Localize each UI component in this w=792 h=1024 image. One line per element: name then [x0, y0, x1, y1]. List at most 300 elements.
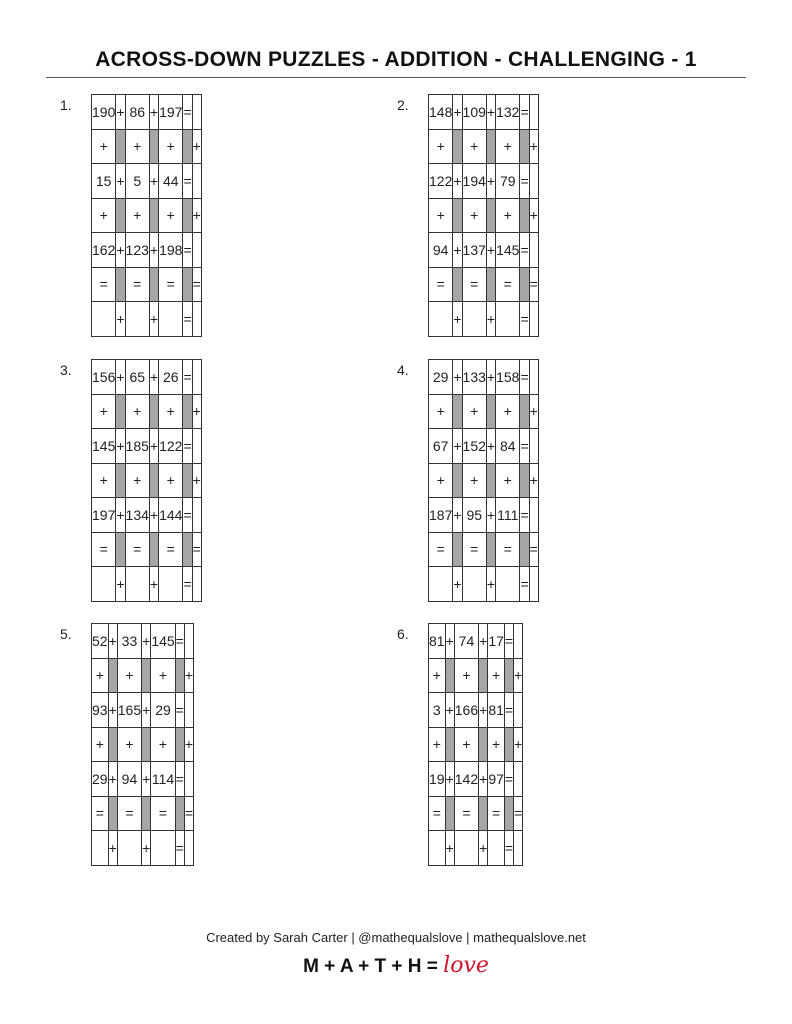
answer-cell[interactable]: [192, 360, 201, 395]
number-cell: 19: [429, 762, 446, 797]
shaded-cell: [453, 532, 462, 567]
equals-sign-cell: =: [183, 233, 192, 268]
plus-sign-cell: +: [453, 302, 462, 337]
equals-sign-cell: =: [183, 429, 192, 464]
equals-sign-cell: =: [159, 267, 183, 302]
answer-cell[interactable]: [117, 831, 141, 866]
equals-sign-cell: =: [529, 532, 538, 567]
grid-row: [92, 762, 194, 797]
number-cell: 122: [429, 164, 453, 199]
equals-sign-cell: =: [184, 796, 193, 831]
equals-sign-cell: =: [504, 693, 513, 728]
grid-row: [429, 624, 523, 659]
shaded-cell: [479, 658, 488, 693]
shaded-cell: [116, 198, 125, 233]
number-cell: 33: [117, 624, 141, 659]
shaded-cell: [486, 198, 495, 233]
number-cell: 109: [462, 95, 486, 130]
grid-row: [429, 95, 539, 130]
plus-sign-cell: +: [117, 658, 141, 693]
logo-love-word: love: [443, 953, 489, 978]
equals-sign-cell: =: [159, 532, 183, 567]
shaded-cell: [520, 198, 529, 233]
equals-sign-cell: =: [520, 360, 529, 395]
equals-sign-cell: =: [520, 429, 529, 464]
plus-sign-cell: +: [454, 658, 478, 693]
grid-row: [429, 429, 539, 464]
number-cell: 198: [159, 233, 183, 268]
shaded-cell: [479, 727, 488, 762]
shaded-cell: [453, 129, 462, 164]
shaded-cell: [183, 267, 192, 302]
grid-row: [92, 796, 194, 831]
number-cell: 94: [429, 233, 453, 268]
grid-row: [92, 129, 202, 164]
answer-cell[interactable]: [529, 567, 538, 602]
number-cell: 145: [496, 233, 520, 268]
plus-sign-cell: +: [142, 693, 151, 728]
equals-sign-cell: =: [504, 831, 513, 866]
answer-cell[interactable]: [192, 498, 201, 533]
number-cell: 158: [496, 360, 520, 395]
number-cell: 15: [92, 164, 116, 199]
answer-cell[interactable]: [192, 164, 201, 199]
grid-row: [92, 567, 202, 602]
grid-row: [92, 360, 202, 395]
grid-row: [429, 498, 539, 533]
shaded-cell: [520, 532, 529, 567]
number-cell: 97: [488, 762, 505, 797]
puzzle-grid: [428, 359, 539, 602]
number-cell: 194: [462, 164, 486, 199]
number-cell: 148: [429, 95, 453, 130]
shaded-cell: [149, 532, 158, 567]
number-cell: 185: [125, 429, 149, 464]
plus-sign-cell: +: [116, 498, 125, 533]
plus-sign-cell: +: [479, 624, 488, 659]
plus-sign-cell: +: [529, 129, 538, 164]
answer-cell[interactable]: [454, 831, 478, 866]
number-cell: 123: [125, 233, 149, 268]
answer-cell[interactable]: [192, 567, 201, 602]
answer-cell[interactable]: [514, 762, 523, 797]
grid-row: [92, 693, 194, 728]
equals-sign-cell: =: [520, 233, 529, 268]
number-cell: 133: [462, 360, 486, 395]
puzzle-grid: [428, 623, 523, 866]
plus-sign-cell: +: [453, 360, 462, 395]
shaded-cell: [142, 727, 151, 762]
answer-cell[interactable]: [529, 95, 538, 130]
shaded-cell: [453, 198, 462, 233]
equals-sign-cell: =: [92, 532, 116, 567]
plus-sign-cell: +: [488, 658, 505, 693]
grid-row: [92, 658, 194, 693]
grid-row: [92, 394, 202, 429]
plus-sign-cell: +: [116, 95, 125, 130]
plus-sign-cell: +: [445, 624, 454, 659]
plus-sign-cell: +: [125, 394, 149, 429]
equals-sign-cell: =: [496, 267, 520, 302]
puzzle-number: 6.: [397, 626, 409, 642]
plus-sign-cell: +: [429, 394, 453, 429]
number-cell: 114: [151, 762, 175, 797]
shaded-cell: [116, 463, 125, 498]
equals-sign-cell: =: [429, 532, 453, 567]
answer-cell[interactable]: [488, 831, 505, 866]
plus-sign-cell: +: [108, 831, 117, 866]
answer-cell[interactable]: [159, 567, 183, 602]
answer-cell[interactable]: [529, 302, 538, 337]
number-cell: 187: [429, 498, 453, 533]
plus-sign-cell: +: [142, 831, 151, 866]
plus-sign-cell: +: [488, 727, 505, 762]
plus-sign-cell: +: [92, 129, 116, 164]
shaded-cell: [183, 198, 192, 233]
plus-sign-cell: +: [184, 658, 193, 693]
answer-cell[interactable]: [159, 302, 183, 337]
answer-cell[interactable]: [529, 233, 538, 268]
equals-sign-cell: =: [92, 267, 116, 302]
plus-sign-cell: +: [486, 498, 495, 533]
shaded-cell: [116, 394, 125, 429]
answer-cell[interactable]: [92, 831, 109, 866]
plus-sign-cell: +: [116, 164, 125, 199]
grid-row: [92, 831, 194, 866]
answer-cell[interactable]: [429, 302, 453, 337]
shaded-cell: [175, 727, 184, 762]
shaded-cell: [445, 796, 454, 831]
equals-sign-cell: =: [183, 164, 192, 199]
plus-sign-cell: +: [462, 198, 486, 233]
puzzle-grid: [428, 94, 539, 337]
grid-row: [429, 727, 523, 762]
number-cell: 65: [125, 360, 149, 395]
number-cell: 84: [496, 429, 520, 464]
number-cell: 5: [125, 164, 149, 199]
equals-sign-cell: =: [183, 567, 192, 602]
number-cell: 79: [496, 164, 520, 199]
equals-sign-cell: =: [175, 624, 184, 659]
plus-sign-cell: +: [149, 302, 158, 337]
plus-sign-cell: +: [445, 831, 454, 866]
shaded-cell: [116, 532, 125, 567]
number-cell: 152: [462, 429, 486, 464]
grid-row: [429, 233, 539, 268]
plus-sign-cell: +: [192, 394, 201, 429]
answer-cell[interactable]: [429, 831, 446, 866]
plus-sign-cell: +: [108, 762, 117, 797]
number-cell: 162: [92, 233, 116, 268]
plus-sign-cell: +: [116, 302, 125, 337]
grid-row: [92, 498, 202, 533]
answer-cell[interactable]: [92, 302, 116, 337]
number-cell: 29: [92, 762, 109, 797]
equals-sign-cell: =: [192, 532, 201, 567]
number-cell: 29: [151, 693, 175, 728]
answer-cell[interactable]: [514, 624, 523, 659]
worksheet-title: ACROSS-DOWN PUZZLES - ADDITION - CHALLENGING - 1: [95, 48, 697, 71]
plus-sign-cell: +: [92, 463, 116, 498]
shaded-cell: [149, 129, 158, 164]
answer-cell[interactable]: [514, 693, 523, 728]
answer-cell[interactable]: [462, 567, 486, 602]
answer-cell[interactable]: [192, 233, 201, 268]
grid-row: [92, 624, 194, 659]
plus-sign-cell: +: [149, 360, 158, 395]
plus-sign-cell: +: [454, 727, 478, 762]
answer-cell[interactable]: [496, 302, 520, 337]
plus-sign-cell: +: [184, 727, 193, 762]
equals-sign-cell: =: [454, 796, 478, 831]
grid-row: [429, 394, 539, 429]
shaded-cell: [149, 463, 158, 498]
answer-cell[interactable]: [184, 693, 193, 728]
plus-sign-cell: +: [496, 463, 520, 498]
plus-sign-cell: +: [479, 693, 488, 728]
plus-sign-cell: +: [486, 95, 495, 130]
number-cell: 144: [159, 498, 183, 533]
equals-sign-cell: =: [125, 532, 149, 567]
plus-sign-cell: +: [486, 302, 495, 337]
shaded-cell: [486, 267, 495, 302]
number-cell: 145: [151, 624, 175, 659]
grid-row: [92, 302, 202, 337]
number-cell: 67: [429, 429, 453, 464]
equals-sign-cell: =: [529, 267, 538, 302]
shaded-cell: [445, 727, 454, 762]
shaded-cell: [116, 267, 125, 302]
answer-cell[interactable]: [529, 429, 538, 464]
plus-sign-cell: +: [486, 567, 495, 602]
puzzle-number: 4.: [397, 362, 409, 378]
answer-cell[interactable]: [192, 95, 201, 130]
shaded-cell: [175, 796, 184, 831]
equals-sign-cell: =: [520, 164, 529, 199]
plus-sign-cell: +: [514, 658, 523, 693]
plus-sign-cell: +: [453, 429, 462, 464]
grid-row: [429, 198, 539, 233]
plus-sign-cell: +: [149, 429, 158, 464]
plus-sign-cell: +: [529, 198, 538, 233]
shaded-cell: [142, 796, 151, 831]
grid-row: [92, 532, 202, 567]
number-cell: 86: [125, 95, 149, 130]
puzzle-number: 2.: [397, 97, 409, 113]
brand-logo: [0, 953, 792, 978]
equals-sign-cell: =: [151, 796, 175, 831]
logo-letters: M + A + T + H =: [303, 956, 438, 977]
equals-sign-cell: =: [462, 532, 486, 567]
number-cell: 156: [92, 360, 116, 395]
grid-row: [92, 463, 202, 498]
plus-sign-cell: +: [453, 95, 462, 130]
answer-cell[interactable]: [125, 302, 149, 337]
puzzle-number: 5.: [60, 626, 72, 642]
equals-sign-cell: =: [520, 95, 529, 130]
plus-sign-cell: +: [429, 463, 453, 498]
plus-sign-cell: +: [159, 394, 183, 429]
plus-sign-cell: +: [92, 658, 109, 693]
plus-sign-cell: +: [116, 360, 125, 395]
plus-sign-cell: +: [453, 233, 462, 268]
shaded-cell: [183, 394, 192, 429]
answer-cell[interactable]: [192, 429, 201, 464]
shaded-cell: [142, 658, 151, 693]
plus-sign-cell: +: [192, 463, 201, 498]
grid-row: [92, 233, 202, 268]
grid-row: [429, 302, 539, 337]
grid-row: [92, 198, 202, 233]
grid-row: [429, 267, 539, 302]
number-cell: 74: [454, 624, 478, 659]
puzzle-grid: [91, 359, 202, 602]
footer-credit: Created by Sarah Carter | @mathequalslove | mathequalslove.net: [206, 930, 586, 945]
shaded-cell: [504, 796, 513, 831]
shaded-cell: [149, 394, 158, 429]
equals-sign-cell: =: [183, 360, 192, 395]
plus-sign-cell: +: [462, 394, 486, 429]
grid-row: [429, 796, 523, 831]
number-cell: 122: [159, 429, 183, 464]
equals-sign-cell: =: [183, 302, 192, 337]
plus-sign-cell: +: [149, 164, 158, 199]
plus-sign-cell: +: [125, 129, 149, 164]
shaded-cell: [183, 532, 192, 567]
plus-sign-cell: +: [192, 198, 201, 233]
grid-row: [429, 360, 539, 395]
plus-sign-cell: +: [116, 567, 125, 602]
shaded-cell: [108, 658, 117, 693]
number-cell: 111: [496, 498, 520, 533]
equals-sign-cell: =: [504, 624, 513, 659]
grid-row: [429, 658, 523, 693]
grid-row: [429, 567, 539, 602]
shaded-cell: [149, 267, 158, 302]
equals-sign-cell: =: [496, 532, 520, 567]
shaded-cell: [183, 129, 192, 164]
number-cell: 52: [92, 624, 109, 659]
grid-row: [92, 164, 202, 199]
shaded-cell: [183, 463, 192, 498]
shaded-cell: [108, 796, 117, 831]
shaded-cell: [486, 129, 495, 164]
shaded-cell: [116, 129, 125, 164]
shaded-cell: [520, 129, 529, 164]
grid-row: [429, 693, 523, 728]
plus-sign-cell: +: [159, 129, 183, 164]
plus-sign-cell: +: [479, 831, 488, 866]
plus-sign-cell: +: [92, 727, 109, 762]
grid-row: [429, 831, 523, 866]
answer-cell[interactable]: [184, 831, 193, 866]
shaded-cell: [486, 463, 495, 498]
answer-cell[interactable]: [151, 831, 175, 866]
answer-cell[interactable]: [184, 762, 193, 797]
plus-sign-cell: +: [486, 164, 495, 199]
plus-sign-cell: +: [462, 129, 486, 164]
plus-sign-cell: +: [529, 463, 538, 498]
answer-cell[interactable]: [184, 624, 193, 659]
shaded-cell: [520, 463, 529, 498]
plus-sign-cell: +: [149, 233, 158, 268]
shaded-cell: [108, 727, 117, 762]
answer-cell[interactable]: [514, 831, 523, 866]
plus-sign-cell: +: [453, 498, 462, 533]
number-cell: 3: [429, 693, 446, 728]
plus-sign-cell: +: [486, 233, 495, 268]
plus-sign-cell: +: [453, 164, 462, 199]
plus-sign-cell: +: [151, 727, 175, 762]
plus-sign-cell: +: [429, 129, 453, 164]
plus-sign-cell: +: [159, 463, 183, 498]
plus-sign-cell: +: [92, 198, 116, 233]
plus-sign-cell: +: [496, 394, 520, 429]
answer-cell[interactable]: [529, 164, 538, 199]
answer-cell[interactable]: [496, 567, 520, 602]
number-cell: 81: [488, 693, 505, 728]
number-cell: 94: [117, 762, 141, 797]
plus-sign-cell: +: [496, 129, 520, 164]
plus-sign-cell: +: [486, 360, 495, 395]
plus-sign-cell: +: [92, 394, 116, 429]
plus-sign-cell: +: [142, 624, 151, 659]
puzzle-number: 1.: [60, 97, 72, 113]
equals-sign-cell: =: [175, 831, 184, 866]
plus-sign-cell: +: [159, 198, 183, 233]
answer-cell[interactable]: [529, 498, 538, 533]
plus-sign-cell: +: [116, 429, 125, 464]
equals-sign-cell: =: [175, 693, 184, 728]
plus-sign-cell: +: [142, 762, 151, 797]
shaded-cell: [486, 394, 495, 429]
answer-cell[interactable]: [125, 567, 149, 602]
equals-sign-cell: =: [429, 796, 446, 831]
number-cell: 26: [159, 360, 183, 395]
plus-sign-cell: +: [429, 198, 453, 233]
answer-cell[interactable]: [529, 360, 538, 395]
answer-cell[interactable]: [462, 302, 486, 337]
equals-sign-cell: =: [92, 796, 109, 831]
shaded-cell: [453, 463, 462, 498]
shaded-cell: [520, 267, 529, 302]
number-cell: 44: [159, 164, 183, 199]
title-divider: [46, 77, 746, 78]
shaded-cell: [504, 658, 513, 693]
equals-sign-cell: =: [175, 762, 184, 797]
number-cell: 93: [92, 693, 109, 728]
equals-sign-cell: =: [125, 267, 149, 302]
number-cell: 165: [117, 693, 141, 728]
equals-sign-cell: =: [504, 762, 513, 797]
puzzle-grid: [91, 623, 194, 866]
answer-cell[interactable]: [429, 567, 453, 602]
number-cell: 17: [488, 624, 505, 659]
plus-sign-cell: +: [529, 394, 538, 429]
shaded-cell: [520, 394, 529, 429]
shaded-cell: [453, 394, 462, 429]
plus-sign-cell: +: [514, 727, 523, 762]
answer-cell[interactable]: [92, 567, 116, 602]
shaded-cell: [445, 658, 454, 693]
plus-sign-cell: +: [462, 463, 486, 498]
number-cell: 95: [462, 498, 486, 533]
plus-sign-cell: +: [453, 567, 462, 602]
equals-sign-cell: =: [183, 95, 192, 130]
shaded-cell: [479, 796, 488, 831]
answer-cell[interactable]: [192, 302, 201, 337]
equals-sign-cell: =: [520, 498, 529, 533]
